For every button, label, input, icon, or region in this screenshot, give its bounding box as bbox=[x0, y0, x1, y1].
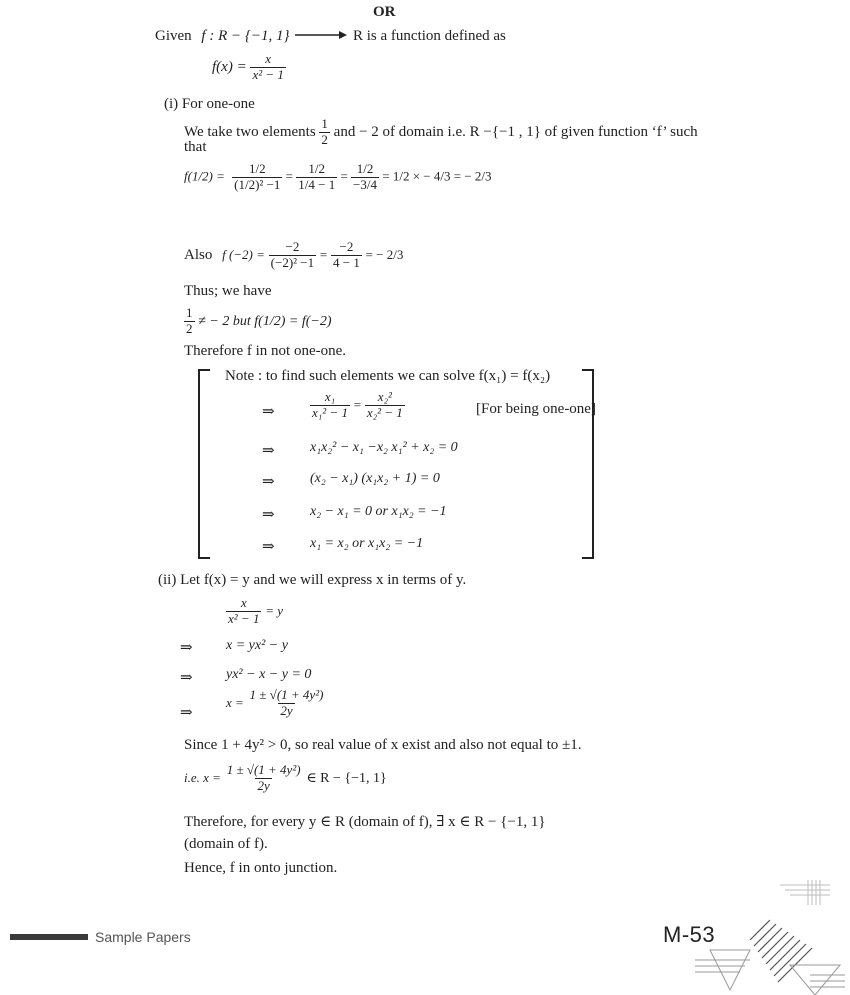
calc2-result: = − 2/3 bbox=[365, 246, 404, 262]
ineq-line bbox=[184, 306, 331, 337]
note-step3: (x₂ − x₁) (x₁x₂ + 1) = 0 bbox=[310, 471, 440, 486]
note-s1-rhs-num: x₂² bbox=[377, 389, 392, 404]
part1-label: (i) For one-one bbox=[164, 96, 255, 112]
half-fraction bbox=[319, 117, 330, 148]
part2-ie-rhs: ∈ R − {−1, 1} bbox=[306, 770, 387, 786]
note-s1-note: [For being one-one] bbox=[476, 401, 596, 417]
note-arrow-1: ⇒ bbox=[262, 404, 275, 420]
page-number: M-53 bbox=[663, 922, 716, 947]
note-step4: x₂ − x₁ = 0 or x₁x₂ = −1 bbox=[310, 504, 447, 519]
calc2: Also f (−2) = $\frac{-2}{\text{(−2)² −1}}$ = $\frac{-2}{4 - 1}$ = − 2/3 bbox=[184, 239, 404, 270]
part2-e4-num: 1 ± √(1 + 4y²) bbox=[249, 687, 324, 702]
part1-line1-b: and − 2 of domain i.e. R −{−1 , 1} of given function ‘f’ such bbox=[333, 123, 698, 140]
part2-arrow-4: ⇒ bbox=[180, 705, 193, 721]
corner-pattern-icon bbox=[690, 880, 850, 995]
note-s1-lhs-den: x₁² − 1 bbox=[312, 404, 348, 420]
note-arrow-2: ⇒ bbox=[262, 443, 275, 459]
ineq-half-den: 2 bbox=[186, 320, 193, 336]
calc2-lhs: f (−2) = bbox=[222, 246, 265, 262]
calc1-f2-den: 1/4 − 1 bbox=[298, 176, 336, 192]
part2-ie-frac bbox=[225, 763, 303, 794]
calc1-f1-den: (1/2)² −1 bbox=[234, 176, 281, 192]
footer-label: Sample Papers bbox=[95, 929, 191, 945]
calc2-f1-den: (−2)² −1 bbox=[270, 254, 315, 270]
given-map-left: f : R − {−1, 1} bbox=[201, 28, 290, 44]
part1-line1-a: We take two elements bbox=[184, 123, 316, 140]
note-step2: x₁x₂² − x₁ −x₂ x₁² + x₂ = 0 bbox=[310, 440, 458, 455]
part2-e4-lhs: x = bbox=[226, 694, 244, 710]
part2-eq3: yx² − x − y = 0 bbox=[226, 667, 312, 682]
part2-hence: Hence, f in onto junction. bbox=[184, 860, 338, 876]
part2-arrow-2: ⇒ bbox=[180, 640, 193, 656]
also-label: Also bbox=[184, 246, 213, 263]
calc1-frac1 bbox=[232, 162, 282, 193]
part1-line2: that bbox=[184, 139, 207, 155]
calc2-frac2 bbox=[331, 240, 362, 271]
part2-label: (ii) Let f(x) = y and we will express x in terms of y. bbox=[158, 572, 467, 588]
ineq-text: ≠ − 2 but f(1/2) = f(−2) bbox=[198, 313, 332, 329]
part2-ie-num: 1 ± √(1 + 4y²) bbox=[226, 762, 301, 777]
ineq-half-num: 1 bbox=[186, 305, 193, 320]
part1-conclusion: Therefore f in not one-one. bbox=[184, 343, 347, 359]
half-num: 1 bbox=[321, 116, 328, 131]
or-heading: OR bbox=[373, 4, 396, 20]
thus-line: Thus; we have bbox=[184, 283, 272, 299]
part2-eq4 bbox=[226, 688, 325, 719]
part2-e4-den: 2y bbox=[280, 702, 293, 718]
calc2-f1-num: −2 bbox=[285, 239, 300, 254]
note-s1-rhs-den: x₂² − 1 bbox=[366, 404, 403, 420]
calc2-f2-den: 4 − 1 bbox=[332, 254, 360, 270]
part2-arrow-3: ⇒ bbox=[180, 670, 193, 686]
note-bracket-right bbox=[582, 369, 594, 559]
calc1-f3-den: −3/4 bbox=[353, 176, 377, 192]
given-line bbox=[155, 28, 506, 45]
part1-line1 bbox=[184, 117, 698, 148]
calc1-f1-num: 1/2 bbox=[248, 161, 266, 176]
calc2-f2-num: −2 bbox=[339, 239, 354, 254]
def-lhs: f(x) = bbox=[212, 58, 247, 75]
part2-e1-den: x² − 1 bbox=[228, 610, 260, 626]
def-fraction bbox=[250, 52, 285, 83]
part2-therefore: Therefore, for every y ∈ R (domain of f), ∃ x ∈ R − {−1, 1} bbox=[184, 814, 546, 830]
note-s1-lhs bbox=[310, 390, 350, 421]
note-arrow-4: ⇒ bbox=[262, 507, 275, 523]
calc2-frac1 bbox=[269, 240, 316, 271]
note-arrow-5: ⇒ bbox=[262, 539, 275, 555]
calc1-step4: = 1/2 × − 4/3 = − 2/3 bbox=[382, 168, 492, 184]
given-prefix: Given bbox=[155, 28, 192, 44]
part2-e1-num: x bbox=[240, 595, 247, 610]
calc1: f(1/2) = $\frac{1/2}{\text{(1/2)² −1}}$ = $\frac{1/2}{1/4 - 1}$ = $\frac{1/2}{-3/4}$ = 1/2 × − 4/3 = − 2/3 bbox=[184, 161, 492, 192]
part2-e4-frac bbox=[248, 688, 326, 719]
note-step1: $\frac{\text{x₁}}{\text{x₁² − 1}}$ = $\frac{\text{x₂²}}{\text{x₂² − 1}}$ bbox=[312, 389, 403, 420]
arrow-right-icon bbox=[295, 28, 347, 45]
note-step5: x₁ = x₂ or x₁x₂ = −1 bbox=[310, 536, 424, 551]
footer-bar bbox=[10, 934, 88, 940]
part2-domain: (domain of f). bbox=[184, 836, 268, 852]
def-num: x bbox=[265, 51, 272, 66]
calc1-f3-num: 1/2 bbox=[356, 161, 374, 176]
ineq-half bbox=[184, 306, 195, 337]
calc1-frac2 bbox=[296, 162, 337, 193]
part2-ie-lhs: i.e. x = bbox=[184, 769, 221, 785]
calc1-frac3 bbox=[351, 162, 379, 193]
note-bracket-left bbox=[198, 369, 210, 559]
part2-ie-den: 2y bbox=[257, 777, 270, 793]
note-line1: Note : to find such elements we can solve f(x₁) = f(x₂) bbox=[225, 368, 551, 384]
part2-e1-frac bbox=[226, 596, 261, 627]
part2-e1-rhs: = y bbox=[265, 602, 283, 618]
function-definition bbox=[212, 52, 286, 83]
part2-ie bbox=[184, 763, 387, 794]
given-map-right: R is a function defined as bbox=[353, 28, 506, 44]
part2-eq1 bbox=[226, 596, 283, 627]
part2-since: Since 1 + 4y² > 0, so real value of x exist and also not equal to ±1. bbox=[184, 737, 582, 753]
calc1-lhs: f(1/2) = bbox=[184, 168, 225, 184]
note-s1-lhs-num: x₁ bbox=[324, 389, 336, 404]
part2-eq2: x = yx² − y bbox=[226, 638, 288, 653]
def-den: x² − 1 bbox=[252, 66, 284, 82]
note-s1-rhs bbox=[365, 390, 405, 421]
half-den: 2 bbox=[321, 131, 328, 147]
note-arrow-3: ⇒ bbox=[262, 474, 275, 490]
calc1-f2-num: 1/2 bbox=[308, 161, 326, 176]
